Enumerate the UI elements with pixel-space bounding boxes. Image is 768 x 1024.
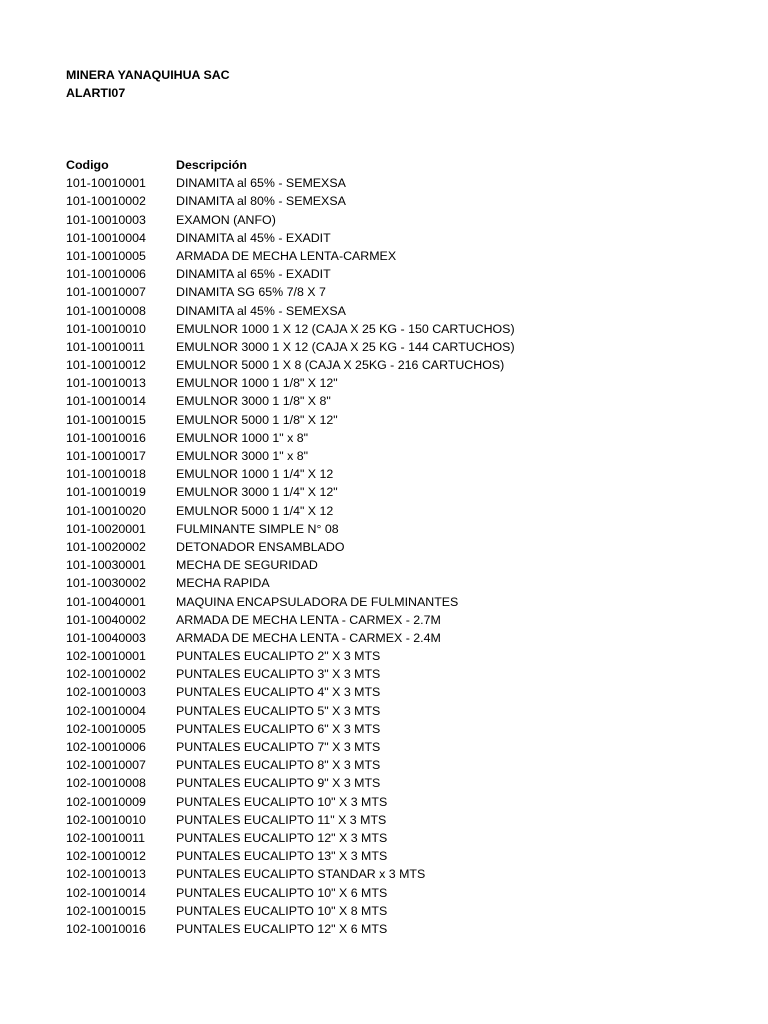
table-row	[66, 920, 726, 938]
table-row	[66, 265, 726, 283]
row-description: PUNTALES EUCALIPTO STANDAR x 3 MTS	[176, 867, 426, 882]
row-description: EMULNOR 1000 1 1/4" X 12	[176, 467, 334, 482]
table-row	[66, 683, 726, 701]
table-row	[66, 356, 726, 374]
row-description: MECHA RAPIDA	[176, 576, 270, 591]
column-header-description: Descripción	[176, 158, 247, 172]
table-row	[66, 829, 726, 847]
table-row	[66, 902, 726, 920]
row-code: 102-10010014	[66, 885, 146, 900]
table-row	[66, 647, 726, 665]
row-description: EMULNOR 5000 1 1/8" X 12"	[176, 412, 338, 427]
row-code: 102-10010006	[66, 740, 146, 754]
row-code: 101-10010014	[66, 394, 146, 409]
row-code: 101-10010020	[66, 503, 146, 518]
row-description: PUNTALES EUCALIPTO 13" X 3 MTS	[176, 849, 388, 864]
articles-table	[66, 156, 726, 938]
row-description: EMULNOR 5000 1 X 8 (CAJA X 25KG - 216 CARTUCHOS)	[176, 358, 505, 373]
row-code: 102-10010009	[66, 794, 146, 809]
row-code: 101-10010016	[66, 430, 146, 445]
row-code: 101-10030002	[66, 576, 146, 591]
row-code: 101-10010001	[66, 176, 146, 191]
row-description: EMULNOR 3000 1 X 12 (CAJA X 25 KG - 144 CARTUCHOS)	[176, 339, 515, 354]
table-row	[66, 211, 726, 229]
row-description: EMULNOR 1000 1 1/8" X 12"	[176, 376, 338, 391]
table-row	[66, 302, 726, 320]
table-row	[66, 774, 726, 792]
row-description: PUNTALES EUCALIPTO 10" X 3 MTS	[176, 794, 388, 809]
table-row	[66, 865, 726, 883]
row-description: PUNTALES EUCALIPTO 9" X 3 MTS	[176, 776, 381, 791]
row-code: 102-10010004	[66, 703, 146, 718]
row-description: EMULNOR 5000 1 1/4" X 12	[176, 503, 334, 518]
row-description: EMULNOR 1000 1 X 12 (CAJA X 25 KG - 150 CARTUCHOS)	[176, 321, 515, 336]
table-row	[66, 229, 726, 247]
row-code: 101-10010012	[66, 358, 146, 373]
row-code: 102-10010015	[66, 903, 146, 918]
table-row	[66, 320, 726, 338]
row-description: ARMADA DE MECHA LENTA-CARMEX	[176, 248, 397, 263]
row-code: 101-10010007	[66, 285, 146, 300]
table-row	[66, 483, 726, 501]
table-row	[66, 502, 726, 520]
table-row	[66, 192, 726, 210]
row-code: 101-10010005	[66, 248, 146, 263]
row-description: DINAMITA al 65% - SEMEXSA	[176, 176, 346, 191]
row-description: PUNTALES EUCALIPTO 6" X 3 MTS	[176, 721, 381, 736]
table-row	[66, 793, 726, 811]
table-row	[66, 720, 726, 738]
row-code: 101-10010006	[66, 267, 146, 282]
row-code: 102-10010002	[66, 667, 146, 682]
row-description: EXAMON (ANFO)	[176, 212, 276, 227]
row-code: 101-10010003	[66, 212, 146, 227]
table-row	[66, 665, 726, 683]
table-row	[66, 811, 726, 829]
row-description: DINAMITA al 65% - EXADIT	[176, 267, 331, 282]
row-code: 102-10010005	[66, 721, 146, 736]
row-description: EMULNOR 3000 1 1/4" X 12"	[176, 485, 338, 500]
row-description: ARMADA DE MECHA LENTA - CARMEX - 2.7M	[176, 612, 441, 627]
table-row	[66, 847, 726, 865]
table-row	[66, 593, 726, 611]
row-description: DINAMITA al 45% - SEMEXSA	[176, 303, 346, 318]
row-code: 101-10010019	[66, 485, 146, 500]
row-description: DINAMITA al 80% - SEMEXSA	[176, 194, 346, 209]
row-code: 102-10010010	[66, 812, 146, 827]
row-description: PUNTALES EUCALIPTO 10" X 8 MTS	[176, 903, 388, 918]
document-header	[66, 66, 230, 102]
row-code: 102-10010003	[66, 685, 146, 700]
row-description: PUNTALES EUCALIPTO 2" X 3 MTS	[176, 649, 381, 664]
row-code: 102-10010001	[66, 649, 146, 664]
table-row	[66, 556, 726, 574]
row-code: 101-10040003	[66, 630, 146, 645]
row-code: 102-10010016	[66, 921, 146, 936]
table-row	[66, 338, 726, 356]
row-code: 101-10010008	[66, 303, 146, 318]
table-row	[66, 411, 726, 429]
row-description: ARMADA DE MECHA LENTA - CARMEX - 2.4M	[176, 630, 441, 645]
row-description: PUNTALES EUCALIPTO 8" X 3 MTS	[176, 758, 381, 773]
table-row	[66, 629, 726, 647]
row-code: 101-10020002	[66, 539, 146, 554]
row-description: PUNTALES EUCALIPTO 5" X 3 MTS	[176, 703, 381, 718]
table-row	[66, 538, 726, 556]
table-header-row	[66, 156, 726, 174]
row-code: 102-10010008	[66, 776, 146, 791]
table-row	[66, 738, 726, 756]
table-row	[66, 520, 726, 538]
row-description: EMULNOR 3000 1" x 8"	[176, 449, 309, 463]
table-row	[66, 392, 726, 410]
row-description: EMULNOR 1000 1" x 8"	[176, 430, 309, 445]
report-code: ALARTI07	[66, 86, 126, 101]
company-name: MINERA YANAQUIHUA SAC	[66, 68, 230, 82]
row-description: FULMINANTE SIMPLE N° 08	[176, 521, 339, 536]
row-code: 102-10010007	[66, 758, 146, 773]
table-row	[66, 429, 726, 447]
row-code: 101-10010018	[66, 467, 146, 482]
row-code: 101-10010013	[66, 376, 146, 391]
row-code: 101-10040002	[66, 612, 146, 627]
row-description: PUNTALES EUCALIPTO 3" X 3 MTS	[176, 667, 381, 682]
table-row	[66, 283, 726, 301]
row-description: EMULNOR 3000 1 1/8" X 8"	[176, 394, 331, 409]
row-description: PUNTALES EUCALIPTO 12" X 3 MTS	[176, 830, 388, 845]
row-code: 101-10020001	[66, 521, 146, 536]
table-row	[66, 174, 726, 192]
table-row	[66, 756, 726, 774]
row-code: 101-10010004	[66, 230, 146, 245]
row-code: 102-10010013	[66, 867, 146, 882]
row-description: MECHA DE SEGURIDAD	[176, 558, 318, 573]
table-row	[66, 465, 726, 483]
table-row	[66, 884, 726, 902]
row-description: PUNTALES EUCALIPTO 7" X 3 MTS	[176, 740, 381, 754]
table-row	[66, 574, 726, 592]
table-row	[66, 374, 726, 392]
row-description: PUNTALES EUCALIPTO 12" X 6 MTS	[176, 921, 388, 936]
row-description: PUNTALES EUCALIPTO 11" X 3 MTS	[176, 812, 387, 827]
table-row	[66, 611, 726, 629]
row-code: 102-10010011	[66, 830, 146, 845]
table-row	[66, 447, 726, 465]
row-description: DETONADOR ENSAMBLADO	[176, 539, 345, 554]
row-description: DINAMITA SG 65% 7/8 X 7	[176, 285, 326, 300]
row-description: MAQUINA ENCAPSULADORA DE FULMINANTES	[176, 594, 459, 609]
row-code: 101-10010011	[66, 339, 146, 354]
row-code: 101-10010002	[66, 194, 146, 209]
row-code: 102-10010012	[66, 849, 146, 864]
row-description: PUNTALES EUCALIPTO 10" X 6 MTS	[176, 885, 388, 900]
row-code: 101-10010017	[66, 449, 146, 463]
row-code: 101-10030001	[66, 558, 146, 573]
row-description: DINAMITA al 45% - EXADIT	[176, 230, 331, 245]
row-description: PUNTALES EUCALIPTO 4" X 3 MTS	[176, 685, 381, 700]
row-code: 101-10040001	[66, 594, 146, 609]
column-header-code: Codigo	[66, 158, 109, 172]
table-row	[66, 702, 726, 720]
row-code: 101-10010010	[66, 321, 146, 336]
table-body	[66, 174, 726, 938]
table-row	[66, 247, 726, 265]
row-code: 101-10010015	[66, 412, 146, 427]
